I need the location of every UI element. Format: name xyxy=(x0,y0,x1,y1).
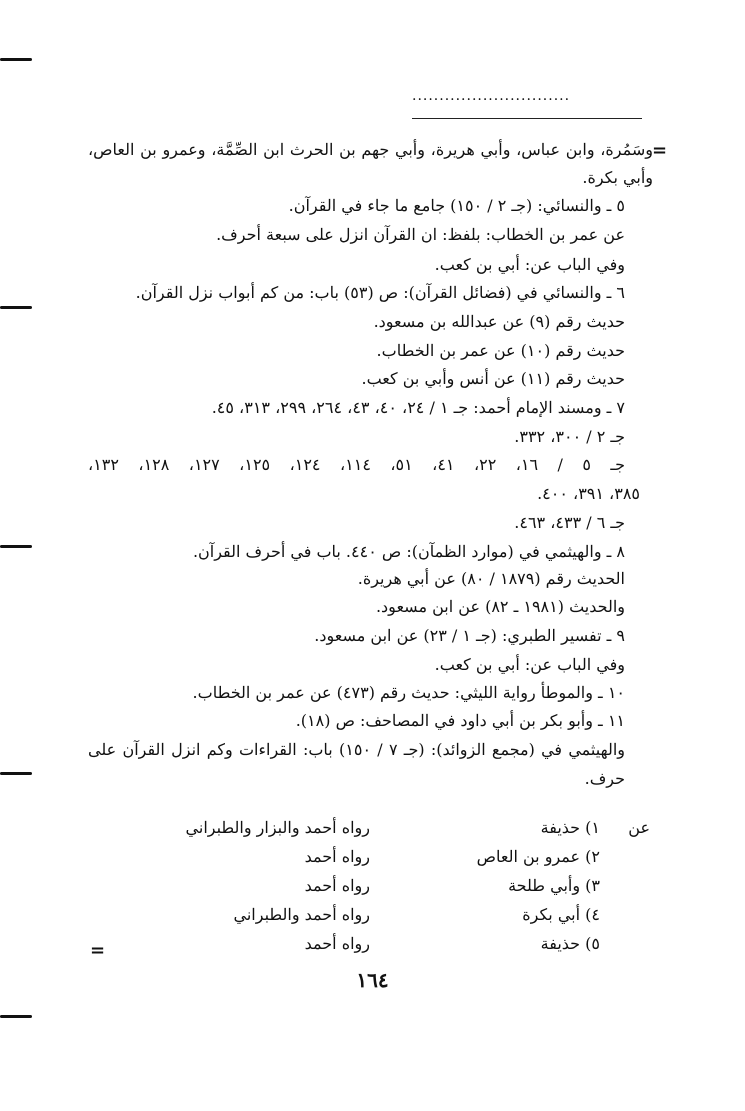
footnote-line: والحديث (١٩٨١ ـ ٨٢) عن ابن مسعود. xyxy=(375,597,625,616)
footnote-line: وفي الباب عن: أبي بن كعب. xyxy=(434,255,625,274)
footnote-line: عن عمر بن الخطاب: بلفظ: ان القرآن انزل على سبعة أحرف. xyxy=(216,225,625,244)
footnote-line: ٣٨٥، ٣٩١، ٤٠٠. xyxy=(537,484,640,503)
companion-name: ٤) أبي بكرة xyxy=(522,905,600,924)
footnote-line: وفي الباب عن: أبي بن كعب. xyxy=(434,655,625,674)
footnote-rule xyxy=(412,118,642,119)
footnote-line: ٥ ـ والنسائي: (جـ ٢ / ١٥٠) جامع ما جاء في القرآن. xyxy=(288,196,625,215)
companion-name: ٥) حذيفة xyxy=(540,934,600,953)
footnote-line: ١٠ ـ والموطأ رواية الليثي: حديث رقم (٤٧٣) عن عمر بن الخطاب. xyxy=(192,683,625,702)
narrator-row xyxy=(130,934,600,962)
footnote-line: جـ ٥ / ١٦، ٢٢، ٤١، ٥١، ١١٤، ١٢٤، ١٢٥، ١٢٧، ١٢٨، ١٣٢، xyxy=(88,455,625,474)
narrator-row xyxy=(130,876,600,904)
footnote-line: والهيثمي في (مجمع الزوائد): (جـ ٧ / ١٥٠) باب: القراءات وكم انزل القرآن على xyxy=(88,740,625,759)
footnote-line: وسَمُرة، وابن عباس، وأبي هريرة، وأبي جهم بن الحرث ابن الصِّمَّة، وعمرو بن العاص، xyxy=(88,140,654,159)
page-number: ١٦٤ xyxy=(356,968,389,992)
narrator-row xyxy=(130,818,600,846)
continuation-mark-top: = xyxy=(652,140,668,161)
footnote-line: ٨ ـ والهيثمي في (موارد الظمآن): ص ٤٤٠. باب في أحرف القرآن. xyxy=(192,542,625,561)
continuation-mark-bottom: = xyxy=(90,940,106,961)
narrator-row xyxy=(130,905,600,933)
footnote-line: ١١ ـ وأبو بكر بن أبي داود في المصاحف: ص (١٨). xyxy=(295,711,625,730)
binding-mark xyxy=(0,58,32,61)
binding-mark xyxy=(0,772,32,775)
narrators-heading: عن xyxy=(628,818,650,837)
footnote-line: جـ ٦ / ٤٣٣، ٤٦٣. xyxy=(514,513,625,532)
binding-mark xyxy=(0,545,32,548)
binding-mark xyxy=(0,306,32,309)
footnote-dot-separator: ............................. xyxy=(412,88,571,104)
narrated-by: رواه أحمد xyxy=(304,934,370,953)
binding-mark xyxy=(0,1015,32,1018)
narrator-row xyxy=(130,847,600,875)
companion-name: ٢) عمرو بن العاص xyxy=(476,847,600,866)
narrated-by: رواه أحمد والطبراني xyxy=(233,905,370,924)
footnote-line: حرف. xyxy=(584,769,625,788)
footnote-line: حديث رقم (١١) عن أنس وأبي بن كعب. xyxy=(361,369,625,388)
footnote-line: حديث رقم (١٠) عن عمر بن الخطاب. xyxy=(376,341,625,360)
narrated-by: رواه أحمد xyxy=(304,847,370,866)
footnote-line: ٩ ـ تفسير الطبري: (جـ ١ / ٢٣) عن ابن مسعود. xyxy=(314,626,625,645)
narrated-by: رواه أحمد xyxy=(304,876,370,895)
companion-name: ٣) وأبي طلحة xyxy=(508,876,600,895)
narrated-by: رواه أحمد والبزار والطبراني xyxy=(185,818,370,837)
footnote-line: وأبي بكرة. xyxy=(582,168,653,187)
footnote-line: ٦ ـ والنسائي في (فضائل القرآن): ص (٥٣) باب: من كم أبواب نزل القرآن. xyxy=(135,283,625,302)
footnote-line: جـ ٢ / ٣٠٠، ٣٣٢. xyxy=(514,427,625,446)
footnote-line: ٧ ـ ومسند الإمام أحمد: جـ ١ / ٢٤، ٤٠، ٤٣، ٢٦٤، ٢٩٩، ٣١٣، ٤٥. xyxy=(211,398,625,417)
footnote-line: حديث رقم (٩) عن عبدالله بن مسعود. xyxy=(373,312,625,331)
companion-name: ١) حذيفة xyxy=(540,818,600,837)
footnote-line: الحديث رقم (١٨٧٩ / ٨٠) عن أبي هريرة. xyxy=(357,569,625,588)
